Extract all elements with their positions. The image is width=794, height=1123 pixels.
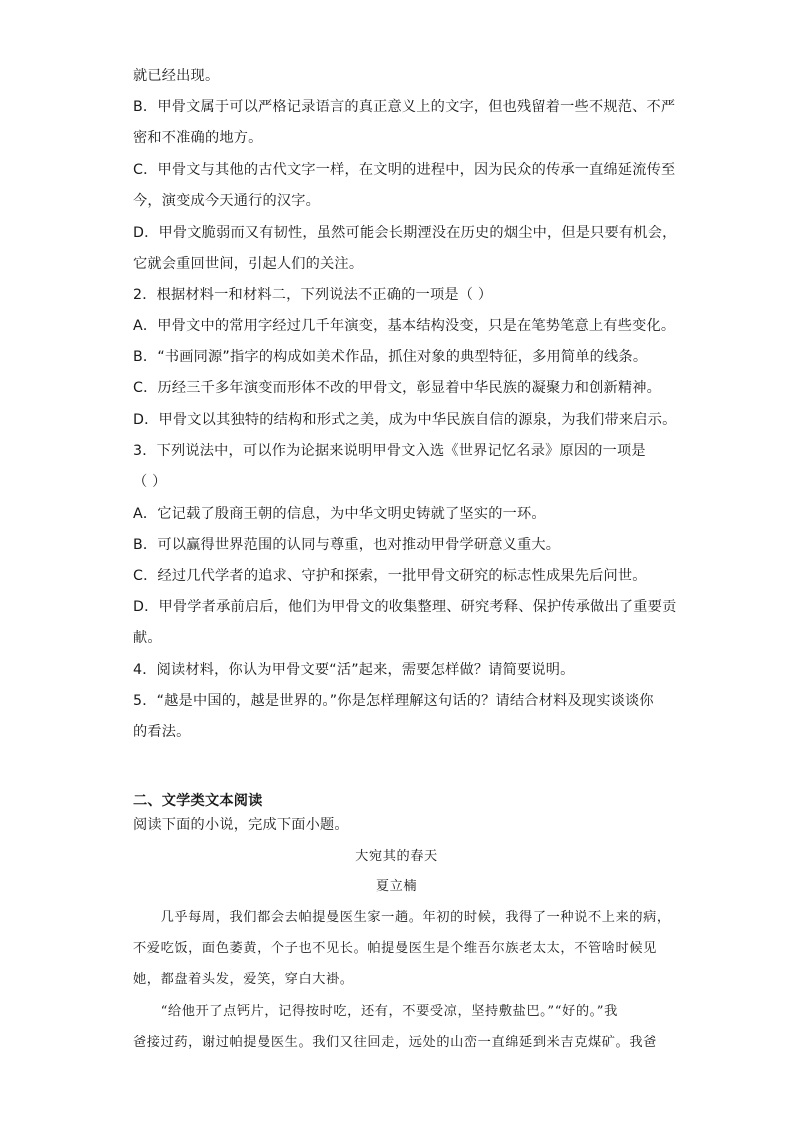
q3-stem-line2: （ ） <box>133 474 167 490</box>
q3-stem-line1: 3．下列说法中，可以作为论据来说明甲骨文入选《世界记忆名录》原因的一项是 <box>133 443 646 459</box>
section-heading: 二、文学类文本阅读 <box>133 793 263 809</box>
q3-option-b: B．可以赢得世界范围的认同与尊重，也对推动甲骨学研意义重大。 <box>133 537 561 553</box>
q1-option-d-line2: 它就会重回世间，引起人们的关注。 <box>133 256 364 272</box>
story-paragraph-1-line2: 不爱吃饭，面色萎黄，个子也不见长。帕提曼医生是个维吾尔族老太太，不管啥时候见 <box>133 941 657 956</box>
story-author: 夏立楠 <box>375 879 418 894</box>
story-paragraph-1-line1: 几乎每周，我们都会去帕提曼医生家一趟。年初的时候，我得了一种说不上来的病， <box>133 910 671 925</box>
q3-option-c: C．经过几代学者的追求、守护和探索，一批甲骨文研究的标志性成果先后问世。 <box>133 568 647 584</box>
q1-option-b-line1: B．甲骨文属于可以严格记录语言的真正意义上的文字，但也残留着一些不规范、不严 <box>133 99 676 115</box>
q2-stem: 2．根据材料一和材料二，下列说法不正确的一项是（ ） <box>133 287 493 303</box>
q3-option-a: A．它记载了殷商王朝的信息，为中华文明史铸就了坚实的一环。 <box>133 506 546 522</box>
q5-stem-line1: 5．“越是中国的，越是世界的。”你是怎样理解这句话的？请结合材料及现实谈谈你 <box>133 693 654 709</box>
q4-stem: 4．阅读材料，你认为甲骨文要“活”起来，需要怎样做？请简要说明。 <box>133 662 575 678</box>
story-paragraph-2-line2: 爸接过药，谢过帕提曼医生。我们又往回走，远处的山峦一直绵延到米吉克煤矿。我爸 <box>133 1035 657 1050</box>
story-paragraph-1-line3: 她，都盘着头发，爱笑，穿白大褂。 <box>133 972 354 987</box>
q2-option-b: B．“书画同源”指字的构成如美术作品，抓住对象的典型特征，多用简单的线条。 <box>133 349 648 365</box>
q3-option-d-line1: D．甲骨学者承前启后，他们为甲骨文的收集整理、研究考释、保护传承做出了重要贡 <box>133 599 677 615</box>
q1-continuation-text: 就已经出现。 <box>133 68 220 84</box>
q1-option-b-line2: 密和不准确的地方。 <box>133 130 263 146</box>
q5-stem-line2: 的看法。 <box>133 724 191 740</box>
q2-option-c: C．历经三千多年演变而形体不改的甲骨文，彰显着中华民族的凝聚力和创新精神。 <box>133 380 662 396</box>
q1-option-c-line2: 今，演变成今天通行的汉字。 <box>133 193 321 209</box>
q1-option-c-line1: C．甲骨文与其他的古代文字一样，在文明的进程中，因为民众的传承一直绵延流传至 <box>133 162 676 178</box>
q2-option-a: A．甲骨文中的常用字经过几千年演变，基本结构没变，只是在笔势笔意上有些变化。 <box>133 318 676 334</box>
section-instruction: 阅读下面的小说，完成下面小题。 <box>133 817 349 833</box>
q1-option-d-line1: D．甲骨文脆弱而又有韧性，虽然可能会长期湮没在历史的烟尘中，但是只要有机会， <box>133 225 677 241</box>
story-title: 大宛其的春天 <box>355 849 438 864</box>
q3-option-d-line2: 献。 <box>133 630 162 646</box>
story-paragraph-2-line1: “给他开了点钙片，记得按时吃，还有，不要受凉，坚持敷盐巴。”“好的。”我 <box>133 1004 618 1019</box>
q2-option-d: D．甲骨文以其独特的结构和形式之美，成为中华民族自信的源泉，为我们带来启示。 <box>133 412 677 428</box>
